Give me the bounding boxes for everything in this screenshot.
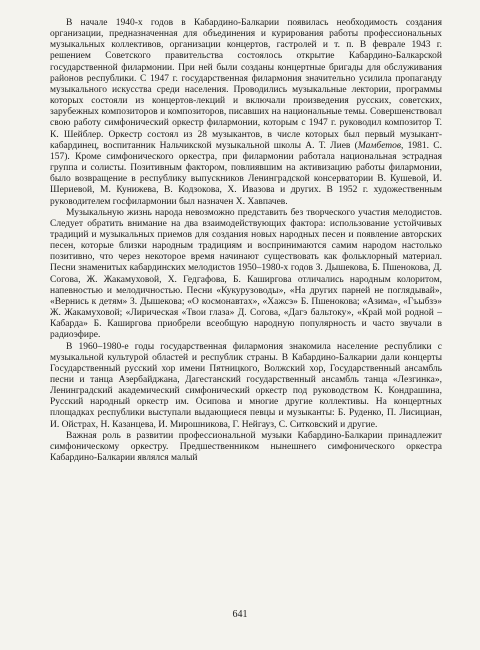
text-run: , 1981. С. 157). Кроме симфонического оркестра, при филармонии работала национальная эстрадная группа и солисты. Позитивным фактором, повлиявшим на активизацию работы филармонии, было возвращение в республику выпускников Ленинградской консерватории В. Кушевой, И. Шериевой, М. Кунижева, В. Кодзокова, Х. Ивазова и других. В 1952 г. художественным руководителем госфилармонии был назначен Х. Хавпачев. [50, 140, 442, 207]
text-run: В 1960–1980-е годы государственная филармония знакомила население республики с музыкальной культурой областей и республик страны. В Кабардино-Балкарии дали концерты Государственный русский хор имени Пятницкого, Волжский хор, Государственный ансамбль песни и танца Азербайджана, Дагестанский государственный ансамбль танца «Лезгинка», Ленинградский академический симфонический оркестр под руководством К. Кондрашина, Русский народный оркестр им. Осипова и многие другие коллективы. На концертных площадках республики выступали выдающиеся певцы и музыканты: Б. Руденко, П. Лисициан, И. Ойстрах, Н. Казанцева, И. Мирошникова, Г. Нейгауз, С. Ситковский и другие. [50, 341, 442, 430]
paragraph-1 [50, 18, 442, 208]
paragraph-2 [50, 208, 442, 342]
text-run: Музыкальную жизнь народа невозможно представить без творческого участия мелодистов. Следует обратить внимание на два взаимодействующих фактора: использование устойчивых традиций и музыкальных приемов для создания новых народных песен и появление авторских песен, которые близки народным традициям и воспринимаются самим народом настолько позитивно, что через некоторое время начинают существовать как фольклорный материал. Песни знаменитых кабардинских мелодистов 1950–1980-х годов З. Дышекова, Б. Пшенокова, Д. Согова, Ж. Жакамуховой, Х. Гедгафова, Б. Каширгова отличались народным колоритом, напевностью и мелодичностью. Песни «Кукурузоводы», «На других парней не поглядывай», «Вернись к детям» З. Дышекова; «О космонавтах», «Хажсэ» Б. Пшенокова; «Азима», «Гъыбзэ» Ж. Жакамуховой; «Лирическая «Твои глаза» Д. Согова, «Дагэ бальтоку», «Край мой родной – Кабарда» Б. Каширгова приобрели всеобщую народную популярность и часто звучали в радиоэфире. [50, 207, 442, 341]
citation-author: Мамбетов [357, 140, 402, 151]
body-text [50, 18, 442, 464]
text-run: Важная роль в развитии профессиональной музыки Кабардино-Балкарии принадлежит симфоническому оркестру. Предшественником нынешнего симфонического оркестра Кабардино-Балкарии являлся малый [50, 430, 442, 464]
paragraph-4 [50, 431, 442, 464]
paragraph-3 [50, 342, 442, 431]
text-run: В начале 1940-х годов в Кабардино-Балкарии появилась необходимость создания организации, предназначенная для объединения и курирования работы профессиональных музыкальных коллективов, организации концертов, гастролей и т. п. В феврале 1943 г. решением Советского правительства состоялось открытие Кабардино-Балкарской государственной филармонии. При ней были созданы концертные бригады для обслуживания районов республики. С 1947 г. государственная филармония значительно усилила пропаганду музыкального искусства среди населения. Проводились музыкальные лектории, программы которых состояли из концертов-лекций и включали произведения русских, советских, зарубежных композиторов и композиторов, писавших на национальные темы. Совершенствовал свою работу симфонический оркестр филармонии, которым с 1947 г. руководил композитор Т. К. Шейблер. Оркестр состоял из 28 музыкантов, в числе которых был первый музыкант-кабардинец, воспитанник Нальчикской музыкальной школы А. Т. Лиев ( [50, 18, 442, 151]
page-number: 641 [232, 609, 248, 620]
